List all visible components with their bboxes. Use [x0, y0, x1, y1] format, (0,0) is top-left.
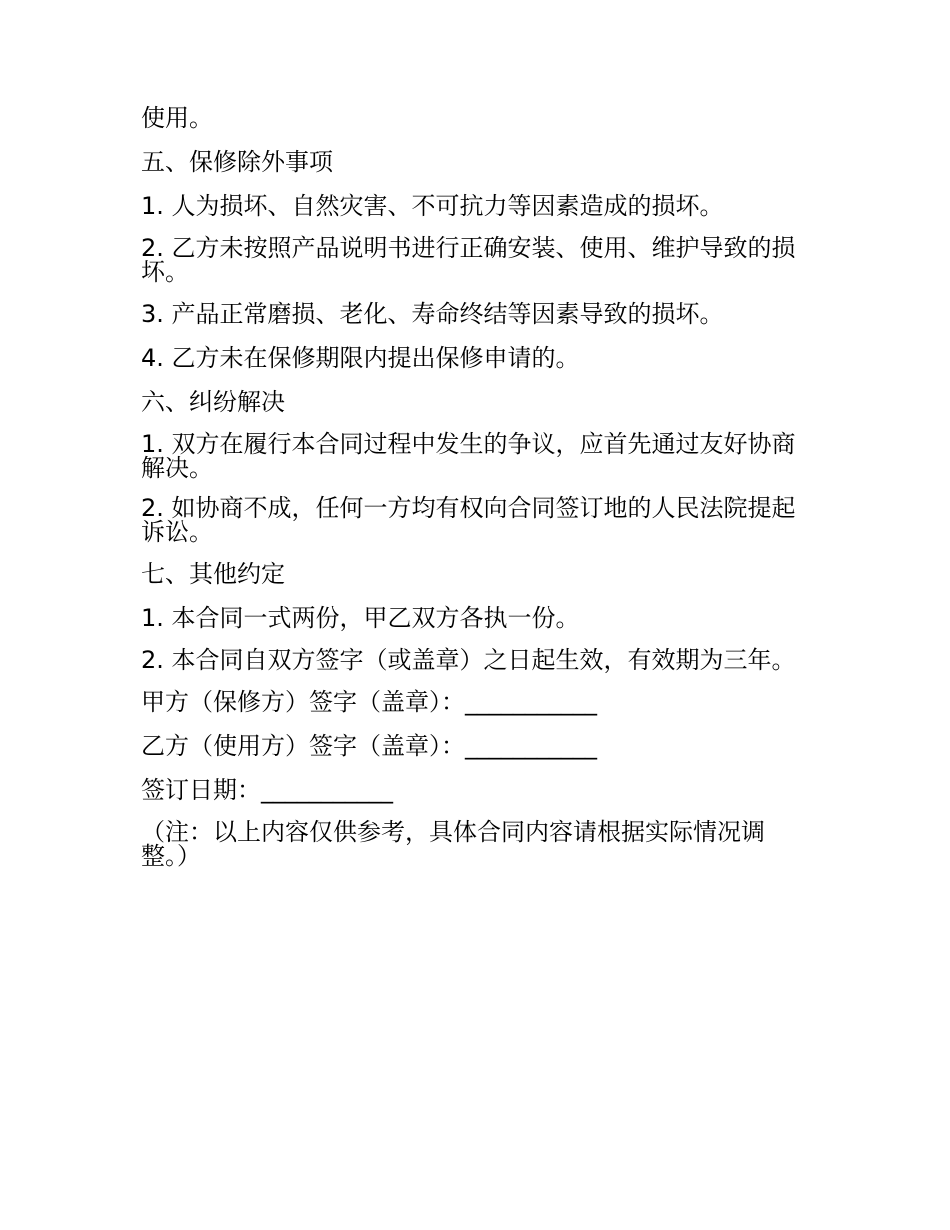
paragraph-continuation: 使用。 [141, 104, 213, 132]
clause-exclusion-1: 1. 人为损坏、自然灾害、不可抗力等因素造成的损坏。 [141, 192, 724, 220]
section-heading-exclusions: 五、保修除外事项 [141, 148, 333, 176]
section-heading-other: 七、其他约定 [141, 560, 285, 588]
clause-other-2: 2. 本合同自双方签字（或盖章）之日起生效，有效期为三年。 [141, 646, 796, 674]
document-body [141, 104, 801, 884]
section-heading-disputes: 六、纠纷解决 [141, 388, 285, 416]
document-note: （注：以上内容仅供参考，具体合同内容请根据实际情况调整。） [141, 818, 765, 870]
clause-exclusion-2: 2. 乙方未按照产品说明书进行正确安装、使用、维护导致的损坏。 [141, 234, 796, 286]
clause-exclusion-4: 4. 乙方未在保修期限内提出保修申请的。 [141, 344, 580, 372]
signature-party-b: 乙方（使用方）签字（盖章）：___________ [141, 732, 597, 760]
clause-other-1: 1. 本合同一式两份，甲乙双方各执一份。 [141, 604, 580, 632]
signing-date: 签订日期：___________ [141, 776, 393, 804]
signature-party-a: 甲方（保修方）签字（盖章）：___________ [141, 688, 597, 716]
clause-dispute-2: 2. 如协商不成，任何一方均有权向合同签订地的人民法院提起诉讼。 [141, 494, 796, 546]
clause-dispute-1: 1. 双方在履行本合同过程中发生的争议，应首先通过友好协商解决。 [141, 430, 796, 482]
clause-exclusion-3: 3. 产品正常磨损、老化、寿命终结等因素导致的损坏。 [141, 300, 724, 328]
